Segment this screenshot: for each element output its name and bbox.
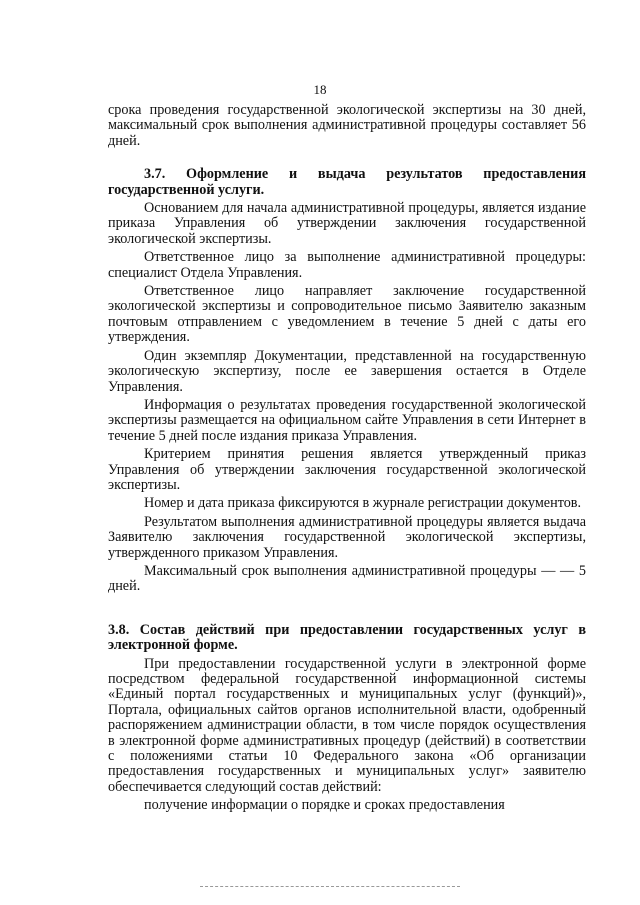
paragraph: Максимальный срок выполнения административной процедуры — — 5 дней. — [108, 562, 586, 595]
paragraph-continuation: срока проведения государственной экологической экспертизы на 30 дней, максимальный срок выполнения административной процедуры составляет 56 дней. — [108, 102, 586, 149]
paragraph: Номер и дата приказа фиксируются в журнале регистрации документов. — [144, 495, 582, 512]
paragraph: Ответственное лицо направляет заключение государственной экологической экспертизы и сопроводительное письмо Заявителю заказным почтовым отправлением с уведомлением в течение 5 дней с даты его утверждения. — [108, 283, 586, 346]
paragraph: Информация о результатах проведения государственной экологической экспертизы размещается на официальном сайте Управления в сети Интернет в течение 5 дней после издания приказа Управления. — [108, 396, 586, 444]
section-heading-3-7: 3.7. Оформление и выдача результатов предоставления государственной услуги. — [108, 166, 586, 198]
scan-artifact-line — [200, 886, 460, 889]
section-heading-3-8: 3.8. Состав действий при предоставлении государственных услуг в электронной форме. — [108, 621, 586, 654]
paragraph: При предоставлении государственной услуги в электронной форме посредством федеральной государственной информационной системы «Единый портал государственных и муниципальных услуг (функций)», Портала, официальных сайтов органов исполнительной власти, одобренный распоряжением администрации области, в том числе порядок осуществления в электронной форме административных процедур (действий) в соответствии с положениями статьи 10 Федерального закона «Об организации предоставления государственных и муниципальных услуг» заявителю обеспечивается следующий состав действий: — [108, 655, 586, 795]
paragraph: Ответственное лицо за выполнение административной процедуры: специалист Отдела Управления. — [108, 249, 586, 281]
paragraph: Результатом выполнения административной процедуры является выдача Заявителю заключения государственной экологической экспертизы, утвержденного приказом Управления. — [108, 513, 586, 561]
paragraph: Один экземпляр Документации, представленной на государственную экологическую экспертизу, после ее завершения остается в Отделе Управления. — [108, 347, 586, 395]
paragraph: Основанием для начала административной процедуры, является издание приказа Управления об утверждении заключения государственной экологической экспертизы. — [108, 200, 586, 247]
paragraph: получение информации о порядке и сроках предоставления — [144, 797, 505, 814]
paragraph: Критерием принятия решения является утвержденный приказ Управления об утверждении заключения государственной экологической экспертизы. — [108, 446, 586, 493]
page-number: 18 — [313, 82, 327, 97]
document-body — [108, 103, 586, 814]
